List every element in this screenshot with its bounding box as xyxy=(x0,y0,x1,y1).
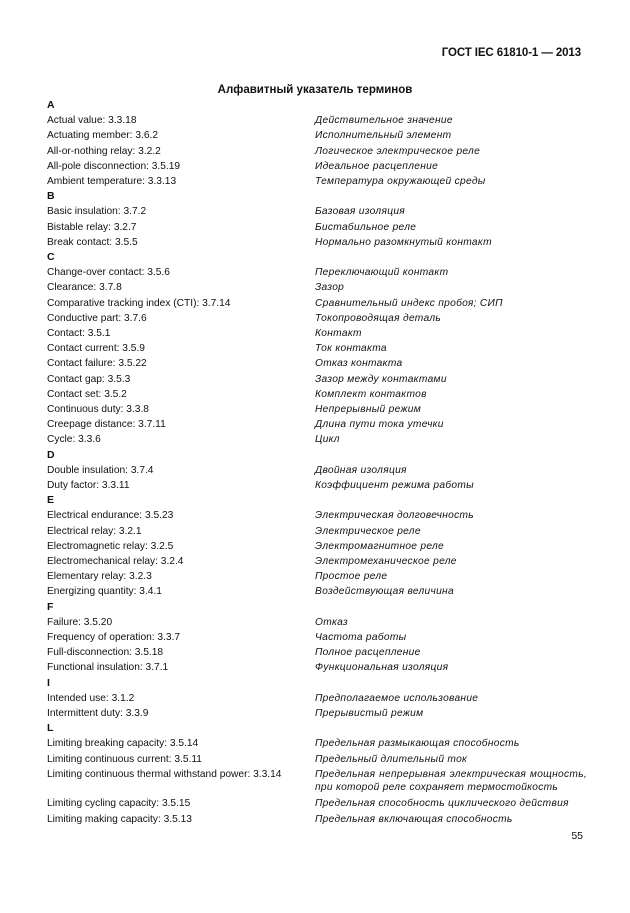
index-entry xyxy=(47,235,587,250)
index-entry xyxy=(47,387,587,402)
term-english: Conductive part: 3.7.6 xyxy=(47,312,147,324)
term-english: Change-over contact: 3.5.6 xyxy=(47,267,170,279)
index-entry xyxy=(47,326,587,341)
term-english: Double insulation: 3.7.4 xyxy=(47,464,154,476)
index-entry xyxy=(47,736,587,751)
term-english: Cycle: 3.3.6 xyxy=(47,434,101,446)
page-header-standard-code: ГОСТ IEC 61810-1 — 2013 xyxy=(441,47,581,59)
term-english: Contact current: 3.5.9 xyxy=(47,343,145,355)
index-entry xyxy=(47,706,587,721)
term-russian: Электрическое реле xyxy=(315,525,421,537)
index-letter-heading: F xyxy=(47,600,54,613)
page-number: 55 xyxy=(571,830,583,842)
index-letter-heading: A xyxy=(47,99,55,111)
index-letter-heading: E xyxy=(47,494,55,507)
index-entry xyxy=(47,417,587,432)
term-russian: Переключающий контакт xyxy=(315,267,449,279)
term-english: Actual value: 3.3.18 xyxy=(47,115,137,127)
index-entry xyxy=(47,311,587,326)
term-russian: Базовая изоляция xyxy=(315,206,406,218)
index-letter-heading: C xyxy=(47,251,55,263)
index-letter-heading: B xyxy=(47,190,55,203)
term-russian: Электромеханическое реле xyxy=(315,556,457,568)
term-english: Contact failure: 3.5.22 xyxy=(47,358,147,370)
index-entry xyxy=(47,402,587,417)
index-title: Алфавитный указатель терминов xyxy=(217,84,413,96)
index-entry xyxy=(47,463,587,478)
term-english: Bistable relay: 3.2.7 xyxy=(47,221,137,233)
term-russian: Ток контакта xyxy=(315,343,387,355)
term-russian: Электрическая долговечность xyxy=(315,510,474,522)
index-letter-heading: D xyxy=(47,448,55,461)
index-entry xyxy=(47,752,587,767)
term-russian: Температура окружающей среды xyxy=(315,176,486,187)
term-russian: Предельная включающая способность xyxy=(315,813,513,825)
index-entry xyxy=(47,432,587,447)
term-russian: Электромагнитное реле xyxy=(315,540,445,552)
index-entry xyxy=(47,767,587,797)
term-english: All-pole disconnection: 3.5.19 xyxy=(47,160,181,172)
index-entry xyxy=(47,630,587,645)
term-russian: Действительное значение xyxy=(315,115,453,127)
index-entry xyxy=(47,554,587,569)
term-english: Creepage distance: 3.7.11 xyxy=(47,419,166,431)
term-english: Break contact: 3.5.5 xyxy=(47,236,138,248)
term-russian: Предельная непрерывная электрическая мощность, при которой реле сохраняет термостойкость xyxy=(315,768,587,793)
index-entry xyxy=(47,220,587,235)
term-russian: Зазор между контактами xyxy=(315,373,447,385)
index-entry xyxy=(47,660,587,675)
term-russian: Двойная изоляция xyxy=(315,464,407,476)
term-english: Electrical endurance: 3.5.23 xyxy=(47,510,174,522)
term-english: Duty factor: 3.3.11 xyxy=(47,480,130,492)
term-russian: Предельный длительный ток xyxy=(315,753,468,765)
term-russian: Простое реле xyxy=(315,571,388,583)
term-english: Electromagnetic relay: 3.2.5 xyxy=(47,540,174,552)
term-russian: Прерывистый режим xyxy=(315,708,424,720)
term-english: Intended use: 3.1.2 xyxy=(47,692,135,704)
term-russian: Отказ xyxy=(315,616,348,628)
term-english: Contact: 3.5.1 xyxy=(47,328,111,339)
index-entry xyxy=(47,159,587,174)
term-english: Limiting continuous thermal withstand power: 3.3.14 xyxy=(47,768,282,780)
index-entry xyxy=(47,615,587,630)
term-russian: Полное расцепление xyxy=(315,647,421,659)
term-english: Elementary relay: 3.2.3 xyxy=(47,571,152,583)
index-entry xyxy=(47,796,587,811)
index-entry xyxy=(47,341,587,356)
term-russian: Токопроводящая деталь xyxy=(315,312,442,324)
term-english: Ambient temperature: 3.3.13 xyxy=(47,176,177,187)
index-entry xyxy=(47,144,587,159)
term-russian: Коэффициент режима работы xyxy=(315,480,474,492)
term-english: Full-disconnection: 3.5.18 xyxy=(47,647,164,659)
term-russian: Зазор xyxy=(315,282,345,294)
term-english: Contact set: 3.5.2 xyxy=(47,388,127,400)
term-russian: Нормально разомкнутый контакт xyxy=(315,236,492,248)
term-russian: Контакт xyxy=(315,328,362,339)
index-entry xyxy=(47,569,587,584)
term-russian: Идеальное расцепление xyxy=(315,160,439,172)
term-english: Clearance: 3.7.8 xyxy=(47,282,122,294)
term-english: Energizing quantity: 3.4.1 xyxy=(47,586,162,598)
term-index xyxy=(47,98,587,827)
term-english: Intermittent duty: 3.3.9 xyxy=(47,708,149,720)
index-entry xyxy=(47,691,587,706)
index-entry xyxy=(47,372,587,387)
term-english: Basic insulation: 3.7.2 xyxy=(47,206,147,218)
index-entry xyxy=(47,280,587,295)
term-russian: Непрерывный режим xyxy=(315,404,422,416)
index-entry xyxy=(47,478,587,493)
index-letter-heading: L xyxy=(47,722,54,735)
term-english: Functional insulation: 3.7.1 xyxy=(47,662,169,674)
term-english: Comparative tracking index (CTI): 3.7.14 xyxy=(47,297,231,309)
index-entry xyxy=(47,508,587,523)
term-english: Contact gap: 3.5.3 xyxy=(47,373,131,385)
index-entry xyxy=(47,812,587,827)
term-russian: Логическое электрическое реле xyxy=(315,145,481,157)
term-english: Continuous duty: 3.3.8 xyxy=(47,404,149,416)
index-entry xyxy=(47,296,587,311)
term-russian: Воздействующая величина xyxy=(315,586,454,598)
term-russian: Предельная размыкающая способность xyxy=(315,738,520,750)
term-english: Electrical relay: 3.2.1 xyxy=(47,525,142,537)
term-english: Limiting breaking capacity: 3.5.14 xyxy=(47,738,199,750)
term-russian: Комплект контактов xyxy=(315,388,427,400)
index-entry xyxy=(47,584,587,599)
term-english: Frequency of operation: 3.3.7 xyxy=(47,632,181,644)
term-russian: Предельная способность циклического действия xyxy=(315,798,569,810)
index-entry xyxy=(47,524,587,539)
term-russian: Бистабильное реле xyxy=(315,221,417,233)
index-entry xyxy=(47,539,587,554)
term-russian: Длина пути тока утечки xyxy=(315,419,444,431)
term-russian: Частота работы xyxy=(315,632,407,644)
index-entry xyxy=(47,128,587,143)
term-english: Failure: 3.5.20 xyxy=(47,616,113,628)
term-english: All-or-nothing relay: 3.2.2 xyxy=(47,145,161,157)
term-russian: Отказ контакта xyxy=(315,358,403,370)
index-letter-heading: I xyxy=(47,676,50,689)
term-english: Electromechanical relay: 3.2.4 xyxy=(47,556,184,568)
index-entry xyxy=(47,356,587,371)
index-entry xyxy=(47,113,587,128)
term-english: Limiting making capacity: 3.5.13 xyxy=(47,813,192,825)
term-russian: Цикл xyxy=(315,434,340,446)
term-english: Actuating member: 3.6.2 xyxy=(47,130,158,142)
term-russian: Исполнительный элемент xyxy=(315,130,452,142)
index-entry xyxy=(47,265,587,280)
term-english: Limiting cycling capacity: 3.5.15 xyxy=(47,798,191,810)
index-entry xyxy=(47,645,587,660)
term-russian: Функциональная изоляция xyxy=(315,662,449,674)
index-entry xyxy=(47,174,587,189)
term-russian: Предполагаемое использование xyxy=(315,692,479,704)
term-russian: Сравнительный индекс пробоя; СИП xyxy=(315,297,503,309)
term-english: Limiting continuous current: 3.5.11 xyxy=(47,753,202,765)
index-entry xyxy=(47,204,587,219)
